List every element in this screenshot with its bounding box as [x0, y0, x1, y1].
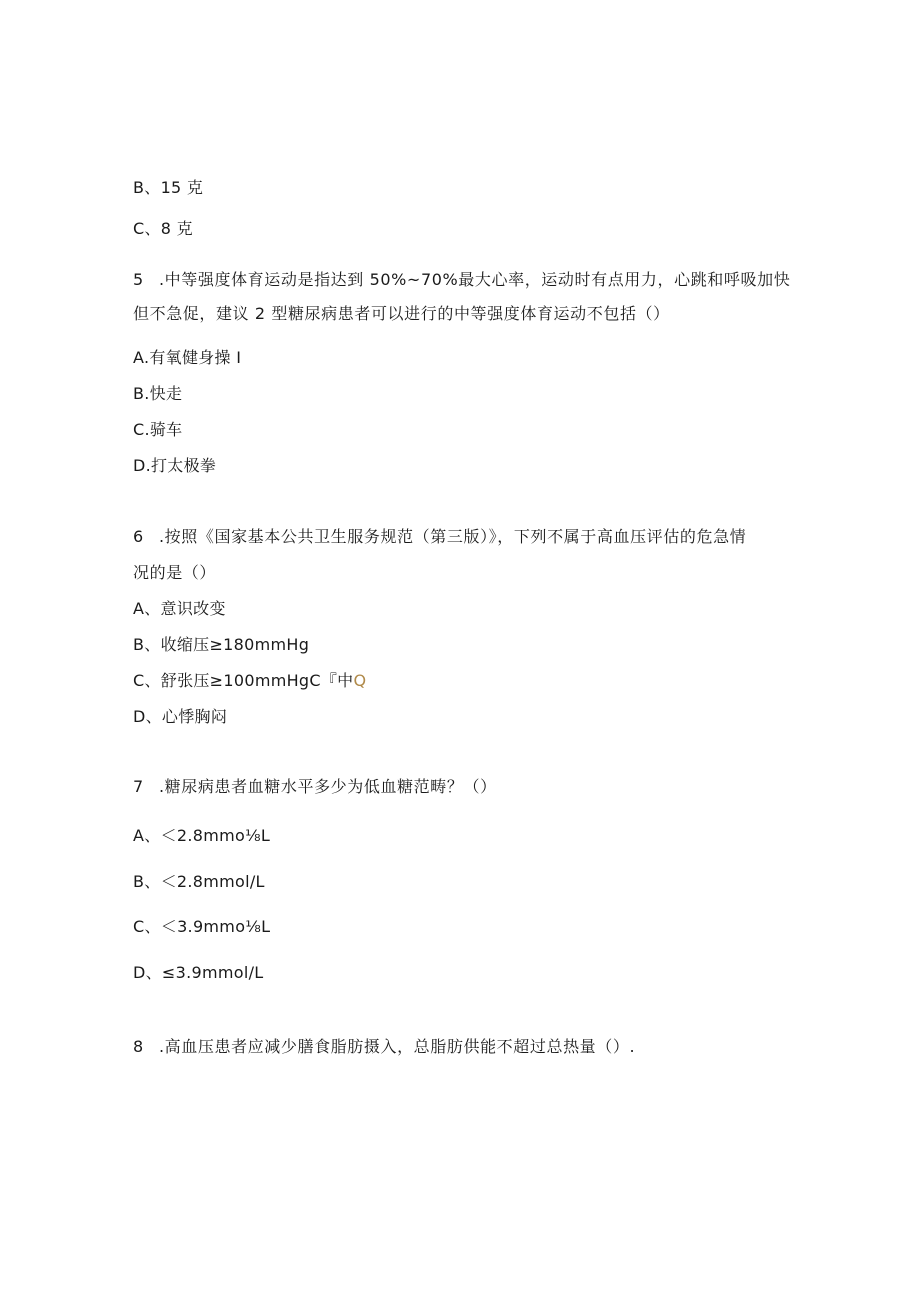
q6-stem-line2: 况的是（）	[133, 563, 217, 582]
q8-number: 8	[133, 1037, 144, 1056]
q5-stem-line1	[133, 270, 790, 290]
q6-text-line1: .按照《国家基本公共卫生服务规范（第三版）》，下列不属于高血压评估的危急情	[159, 527, 747, 546]
q5-option-c: C.骑车	[133, 420, 183, 439]
q8-stem-line1	[133, 1037, 635, 1057]
q6-option-a: A、意识改变	[133, 599, 226, 618]
q5-option-d: D.打太极拳	[133, 456, 217, 475]
q6-option-c-mark: Q	[353, 671, 367, 690]
q6-number: 6	[133, 527, 144, 546]
q5-option-b: B.快走	[133, 384, 183, 403]
q7-option-b: B、＜2.8mmol/L	[133, 872, 265, 891]
q7-option-a: A、＜2.8mmo⅛L	[133, 826, 271, 845]
q6-stem-line1	[133, 527, 746, 547]
q6-option-b: B、收缩压≥180mmHg	[133, 635, 310, 654]
q5-stem-line2: 但不急促，建议 2 型糖尿病患者可以进行的中等强度体育运动不包括（）	[133, 304, 670, 323]
q5-option-a: A.有氧健身操 I	[133, 348, 242, 367]
q7-option-d: D、≤3.9mmol/L	[133, 963, 264, 982]
q7-stem-line1	[133, 777, 497, 797]
q6-option-d: D、心悸胸闷	[133, 707, 228, 726]
q5-text-line1: .中等强度体育运动是指达到 50%~70%最大心率，运动时有点用力，心跳和呼吸加快	[159, 270, 791, 289]
q5-number: 5	[133, 270, 144, 289]
q4-option-b: B、15 克	[133, 178, 204, 197]
q4-option-c: C、8 克	[133, 219, 193, 238]
q7-option-c: C、＜3.9mmo⅛L	[133, 917, 271, 936]
q8-text-line1: .高血压患者应减少膳食脂肪摄入，总脂肪供能不超过总热量（）.	[159, 1037, 636, 1056]
q6-option-c-label: C、舒张压≥100mmHgC『中	[133, 671, 354, 690]
q7-text-line1: .糖尿病患者血糖水平多少为低血糖范畴？（）	[159, 777, 497, 796]
q6-option-c	[133, 671, 366, 691]
q7-number: 7	[133, 777, 144, 796]
